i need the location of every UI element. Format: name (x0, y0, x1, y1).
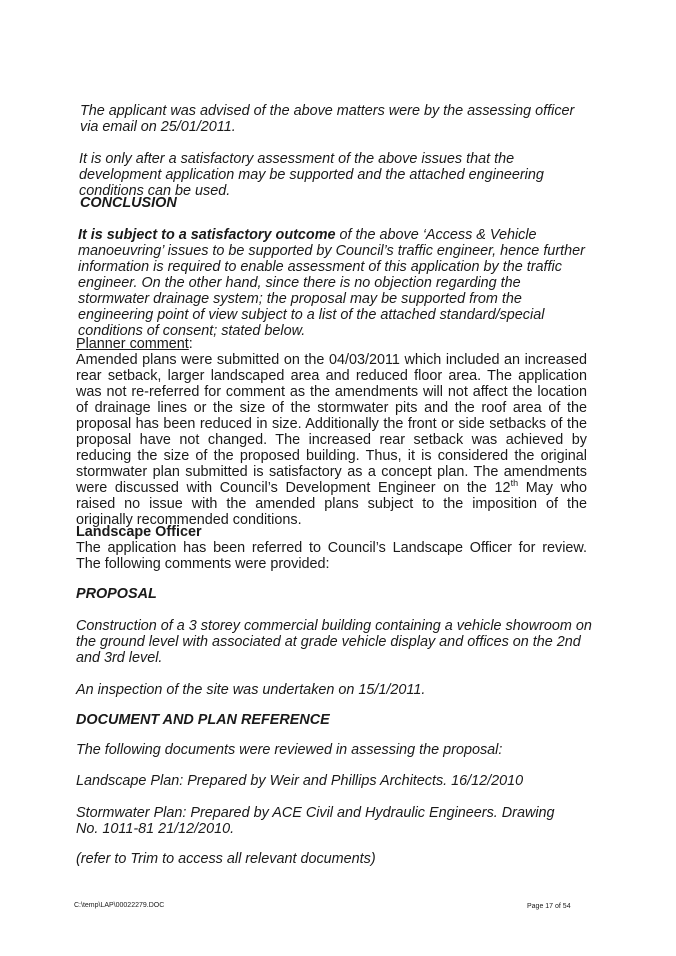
proposal-heading: PROPOSAL (76, 586, 157, 602)
footer-page-number: Page 17 of 54 (527, 903, 571, 910)
conclusion-paragraph (78, 227, 590, 339)
footer-file-path: C:\temp\LAP\00022279.DOC (74, 902, 165, 909)
inspection-paragraph: An inspection of the site was undertaken on 15/1/2011. (76, 682, 426, 698)
applicant-advised-paragraph: The applicant was advised of the above matters were by the assessing officer via email on 25/01/2011. (80, 103, 575, 135)
trim-note: (refer to Trim to access all relevant documents) (76, 851, 376, 867)
conclusion-heading: CONCLUSION (80, 195, 177, 211)
planner-comment-label: Planner comment (76, 336, 189, 352)
landscape-officer-intro: The application has been referred to Council’s Landscape Officer for review. The following comments were provided: (76, 540, 587, 572)
conclusion-text: of the above ‘Access & Vehicle manoeuvring’ issues to be supported by Council’s traffic engineer, hence further information is required to enable assessment of this application by the traffic engineer. On the other hand, since there is no objection regarding the stormwater drainage system; the proposal may be supported from the engineering point of view subject to a list of the attached standard/special conditions of consent; stated below. (78, 227, 585, 339)
document-plan-reference-heading: DOCUMENT AND PLAN REFERENCE (76, 712, 330, 728)
stormwater-plan-reference: Stormwater Plan: Prepared by ACE Civil and Hydraulic Engineers. Drawing No. 1011-81 21/12/2010. (76, 805, 555, 837)
landscape-officer-heading: Landscape Officer (76, 524, 202, 540)
planner-comment-text-end: May who raised no issue with the amended plans subject to the imposition of the originally recommended conditions. (76, 480, 587, 528)
proposal-description: Construction of a 3 storey commercial building containing a vehicle showroom on the ground level with associated at grade vehicle display and offices on the 2nd and 3rd level. (76, 618, 592, 666)
conclusion-bold-phrase: It is subject to a satisfactory outcome (78, 227, 336, 243)
planner-comment-colon: : (188, 336, 193, 352)
planner-comment-heading (76, 336, 193, 352)
satisfactory-assessment-paragraph: It is only after a satisfactory assessment of the above issues that the development application may be supported and the attached engineering conditions can be used. (79, 151, 544, 199)
ordinal-suffix: th (510, 478, 519, 489)
planner-comment-paragraph (76, 352, 587, 528)
landscape-plan-reference: Landscape Plan: Prepared by Weir and Phillips Architects. 16/12/2010 (76, 773, 524, 789)
documents-reviewed-intro: The following documents were reviewed in assessing the proposal: (76, 742, 503, 758)
planner-comment-text-start: Amended plans were submitted on the 04/03/2011 which included an increased rear setback, larger landscaped area and reduced floor area. The application was not re-referred for comment as the amendments will not affect the location of drainage lines or the size of the stormwater pits and the roof area of the proposal has been reduced in size. Additionally the front or side setbacks of the proposal have not changed. The increased rear setback was achieved by reducing the size of the proposed building. Thus, it is considered the original stormwater plan submitted is satisfactory as a concept plan. The amendments were discussed with Council’s Development Engineer on the 12 (76, 352, 587, 496)
